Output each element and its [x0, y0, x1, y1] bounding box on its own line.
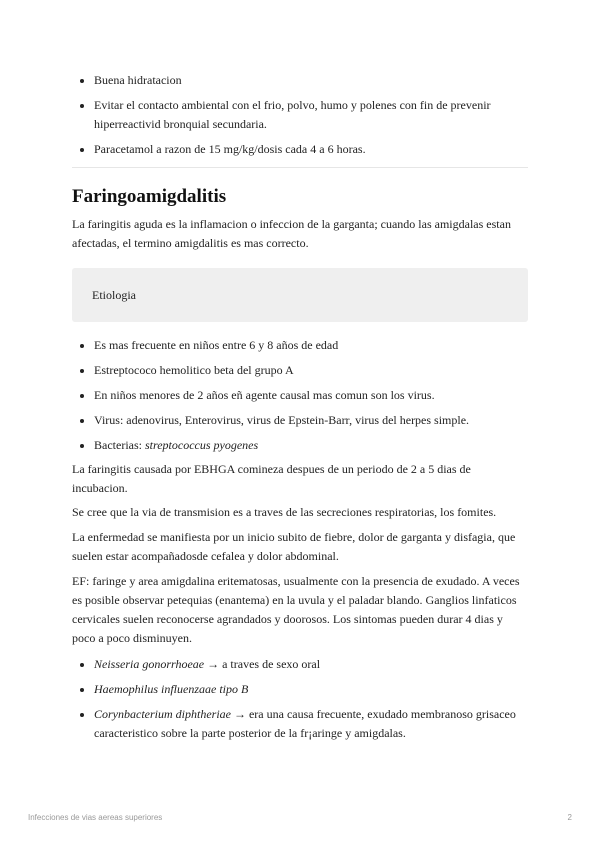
list-item	[72, 655, 528, 674]
document-page	[72, 0, 528, 743]
section-title: Faringoamigdalitis	[72, 186, 227, 207]
paragraph: EF: faringe y area amigdalina eritematosas, usualmente con la presencia de exudado. A veces es posible observar petequias (enantema) en la uvula y el paladar blando. Ganglios linfaticos cervicales suelen reconocerse agrandados y doorosos. Los sintomas pueden durar 4 dias y poco a poco disminuyen.	[72, 574, 520, 645]
footer-title: Infecciones de vias aereas superiores	[28, 813, 163, 822]
list-item: Paracetamol a razon de 15 mg/kg/dosis cada 4 a 6 horas.	[72, 140, 528, 159]
list-item	[72, 436, 528, 455]
paragraph: La enfermedad se manifiesta por un inicio subito de fiebre, dolor de garganta y disfagia, que suelen estar acompañadosde cefalea y dolor abdominal.	[72, 530, 516, 563]
page-footer	[28, 813, 572, 822]
list-item: Evitar el contacto ambiental con el frio, polvo, humo y polenes con fin de prevenir hiperreactivid bronquial secundaria.	[72, 96, 528, 134]
item-italic: streptococcus pyogenes	[144, 438, 259, 452]
list-item: Buena hidratacion	[72, 71, 528, 90]
callout-label: Etiologia	[92, 288, 136, 302]
treatment-list	[72, 71, 528, 159]
page-number: 2	[567, 813, 572, 822]
paragraph: La faringitis causada por EBHGA comineza despues de un periodo de 2 a 5 dias de incubacion.	[72, 462, 471, 495]
list-item	[72, 680, 528, 699]
item-text: → era una causa frecuente, exudado membranoso grisaceo caracteristico sobre la parte posterior de la fr¡aringe y amigdalas.	[94, 707, 516, 740]
etiology-list	[72, 336, 528, 455]
section-divider	[72, 167, 528, 168]
callout-box	[72, 268, 528, 322]
list-item: Es mas frecuente en niños entre 6 y 8 años de edad	[72, 336, 528, 355]
list-item	[72, 705, 528, 743]
list-item: Virus: adenovirus, Enterovirus, virus de Epstein-Barr, virus del herpes simple.	[72, 411, 528, 430]
intro-paragraph: La faringitis aguda es la inflamacion o infeccion de la garganta; cuando las amigdalas estan afectadas, el termino amigdalitis es mas correcto.	[72, 217, 511, 250]
item-italic: Corynbacterium diphtheriae	[94, 707, 231, 721]
item-prefix: Bacterias:	[94, 438, 145, 452]
bacteria-list	[72, 655, 528, 743]
item-italic: Haemophilus influenzaae tipo B	[94, 682, 249, 696]
list-item: En niños menores de 2 años eñ agente causal mas comun son los virus.	[72, 386, 528, 405]
paragraph: Se cree que la via de transmision es a traves de las secreciones respiratorias, los fomites.	[72, 505, 497, 519]
list-item: Estreptococo hemolitico beta del grupo A	[72, 361, 528, 380]
item-text: → a traves de sexo oral	[204, 657, 321, 671]
item-italic: Neisseria gonorrhoeae	[94, 657, 205, 671]
